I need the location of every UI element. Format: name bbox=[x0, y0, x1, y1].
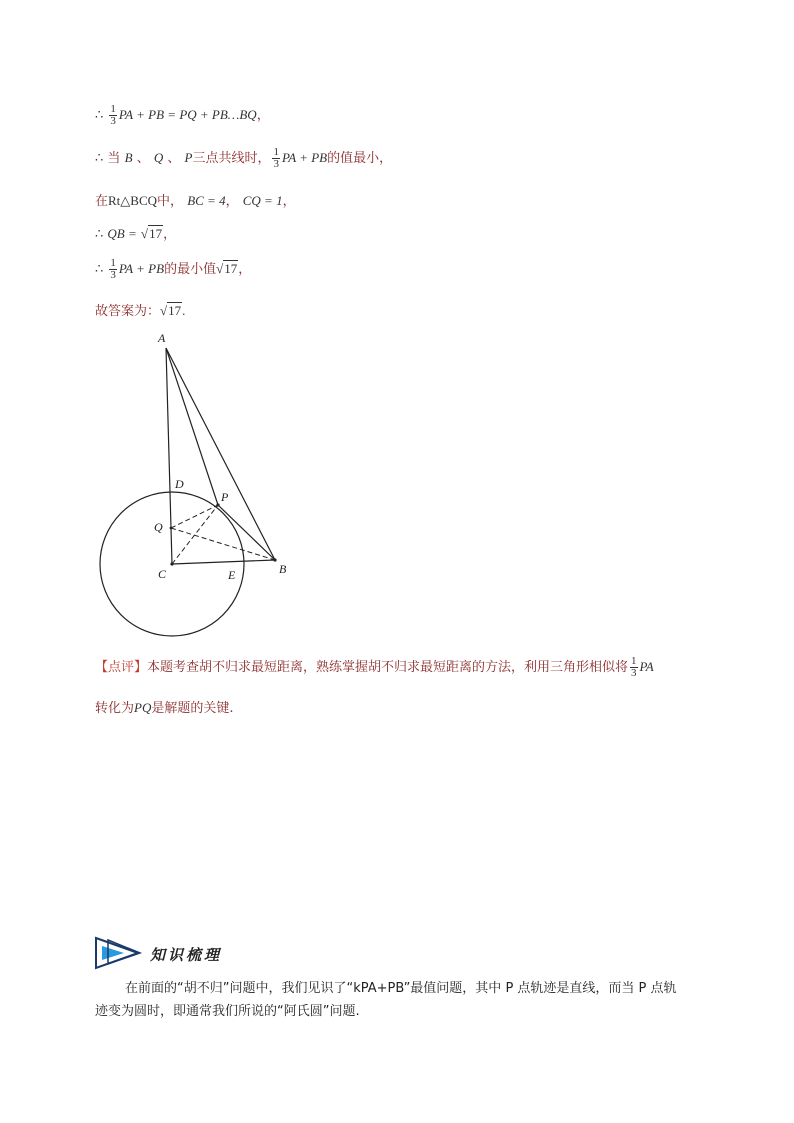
fraction-denominator: 3 bbox=[273, 158, 279, 170]
text: 中， bbox=[157, 194, 184, 209]
dashed-cp bbox=[172, 505, 218, 564]
point-p: P bbox=[184, 150, 193, 165]
dashed-qb bbox=[171, 528, 275, 560]
fraction bbox=[109, 258, 117, 281]
label-q: Q bbox=[154, 520, 163, 534]
text: 故答案为： bbox=[95, 304, 161, 319]
text: 在 bbox=[95, 194, 109, 209]
segment-cb bbox=[172, 560, 275, 564]
dashed-qp bbox=[171, 505, 218, 528]
section-arrow-icon bbox=[94, 936, 144, 970]
label-c: C bbox=[158, 567, 167, 581]
point-dot-c bbox=[170, 562, 173, 565]
solution-line-1 bbox=[95, 104, 270, 127]
equation-bc: BC = 4 bbox=[187, 193, 226, 208]
fraction-numerator: 1 bbox=[110, 257, 116, 269]
equation: PA + PB = PQ + PB…BQ bbox=[118, 107, 257, 122]
point-b: B bbox=[124, 150, 133, 165]
fraction-denominator: 3 bbox=[631, 667, 637, 679]
geometry-figure bbox=[92, 328, 302, 648]
square-root: √17 bbox=[140, 226, 163, 241]
point-dot-b bbox=[273, 558, 276, 561]
punctuation: ， bbox=[238, 262, 252, 277]
expression: PA + PB bbox=[118, 261, 165, 276]
therefore-symbol: ∴ bbox=[95, 226, 104, 241]
equation-cq: CQ = 1 bbox=[242, 193, 283, 208]
punctuation: . bbox=[182, 303, 186, 318]
therefore-symbol: ∴ bbox=[95, 107, 104, 122]
label-p: P bbox=[221, 490, 229, 504]
fraction-denominator: 3 bbox=[110, 269, 116, 281]
label-a: A bbox=[158, 331, 166, 345]
triangle-name: Rt△BCQ bbox=[108, 193, 158, 208]
comment-text: 本题考查胡不归求最短距离，熟练掌握胡不归求最短距离的方法，利用三角形相似将 bbox=[147, 660, 629, 675]
solution-line-3 bbox=[95, 190, 296, 209]
fraction-numerator: 1 bbox=[273, 146, 279, 158]
separator: ， bbox=[225, 194, 239, 209]
text: 三点共线时， bbox=[192, 151, 271, 166]
comment-tag: 【点评】 bbox=[95, 660, 148, 675]
segment-ab bbox=[166, 348, 275, 560]
comment-text: 是解题的关键. bbox=[151, 701, 234, 716]
comment-line-1 bbox=[95, 656, 654, 679]
point-dot-q bbox=[170, 527, 173, 530]
segment-pb bbox=[218, 505, 275, 560]
punctuation: ， bbox=[256, 108, 270, 123]
separator: 、 bbox=[167, 151, 181, 166]
solution-line-4 bbox=[95, 223, 176, 242]
text: 的最小值 bbox=[164, 262, 217, 277]
expression: PA + PB bbox=[281, 150, 328, 165]
section-paragraph-line-1: 在前面的“胡不归”问题中，我们见识了“kPA+PB”最值问题，其中 P 点轨迹是直线，而当 P 点轨 bbox=[125, 981, 677, 996]
label-b: B bbox=[279, 562, 287, 576]
segment-ac bbox=[166, 348, 172, 564]
therefore-symbol: ∴ bbox=[95, 150, 104, 165]
therefore-symbol: ∴ bbox=[95, 261, 104, 276]
punctuation: ， bbox=[282, 194, 296, 209]
square-root: √17 bbox=[160, 303, 182, 318]
fraction bbox=[109, 104, 117, 127]
equation: QB = bbox=[107, 226, 137, 241]
fraction-denominator: 3 bbox=[110, 115, 116, 127]
label-e: E bbox=[228, 568, 236, 582]
radicand: 17 bbox=[224, 261, 238, 276]
section-paragraph-line-2: 迹变为圆时，即通常我们所说的“阿氏圆”问题. bbox=[95, 1004, 360, 1019]
section-title: 知识梳理 bbox=[150, 946, 223, 964]
fraction bbox=[630, 656, 638, 679]
point-q: Q bbox=[153, 150, 164, 165]
square-root: √17 bbox=[216, 261, 238, 276]
text: 的值最小， bbox=[327, 151, 393, 166]
comment-text: 转化为 bbox=[95, 701, 135, 716]
separator: 、 bbox=[136, 151, 150, 166]
solution-line-2 bbox=[95, 147, 392, 170]
segment-ap bbox=[166, 348, 218, 505]
fraction bbox=[272, 147, 280, 170]
answer-line bbox=[95, 300, 185, 319]
text: 当 bbox=[107, 151, 121, 166]
radicand: 17 bbox=[149, 226, 163, 241]
expression: PA bbox=[639, 659, 654, 674]
fraction-numerator: 1 bbox=[110, 103, 116, 115]
radicand: 17 bbox=[168, 303, 182, 318]
point-dot-p bbox=[216, 503, 219, 506]
punctuation: ， bbox=[163, 227, 177, 242]
comment-line-2 bbox=[95, 697, 234, 716]
solution-line-5 bbox=[95, 258, 251, 281]
label-d: D bbox=[175, 477, 184, 491]
fraction-numerator: 1 bbox=[631, 655, 637, 667]
segment-pq: PQ bbox=[134, 700, 152, 715]
